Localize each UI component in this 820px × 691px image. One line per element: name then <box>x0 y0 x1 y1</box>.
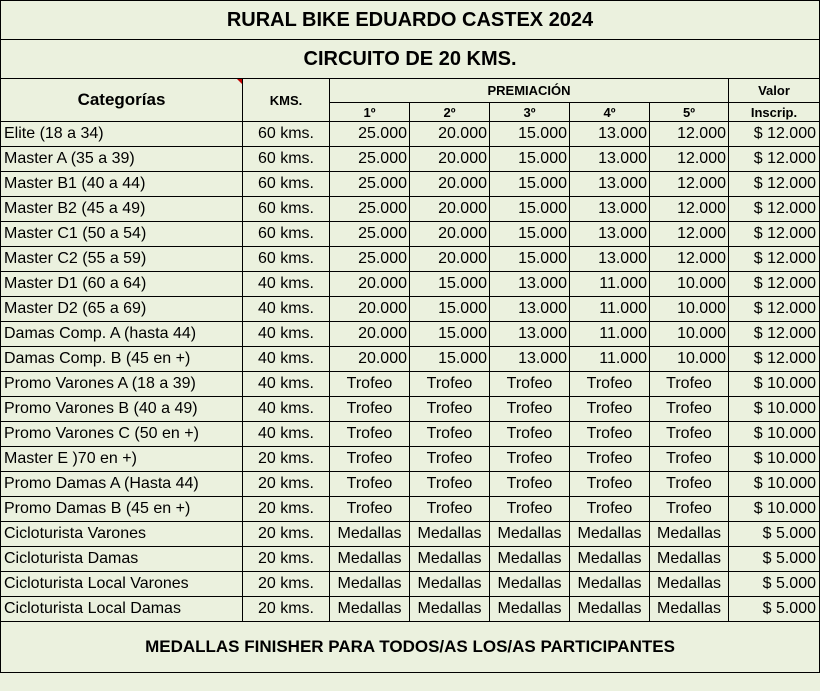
page-subtitle: CIRCUITO DE 20 KMS. <box>1 40 820 79</box>
distance-cell: 60 kms. <box>243 172 330 197</box>
category-cell: Damas Comp. B (45 en +) <box>1 347 243 372</box>
prize-cell-4: Medallas <box>570 547 650 572</box>
category-cell: Promo Damas B (45 en +) <box>1 497 243 522</box>
distance-cell: 40 kms. <box>243 272 330 297</box>
distance-cell: 20 kms. <box>243 572 330 597</box>
fee-cell: $ 12.000 <box>729 297 820 322</box>
distance-cell: 20 kms. <box>243 597 330 622</box>
prize-cell-5: 10.000 <box>650 272 729 297</box>
prize-cell-2: Trofeo <box>410 497 490 522</box>
table-row <box>1 122 820 147</box>
prize-cell-2: 20.000 <box>410 122 490 147</box>
table-row <box>1 347 820 372</box>
prize-cell-3: 13.000 <box>490 322 570 347</box>
header-valor: Valor <box>729 79 820 103</box>
table-row <box>1 272 820 297</box>
prize-cell-5: Medallas <box>650 547 729 572</box>
prize-cell-3: 13.000 <box>490 297 570 322</box>
prize-cell-1: 20.000 <box>330 272 410 297</box>
table-row <box>1 372 820 397</box>
fee-cell: $ 12.000 <box>729 147 820 172</box>
category-cell: Master C1 (50 a 54) <box>1 222 243 247</box>
prize-cell-3: 15.000 <box>490 147 570 172</box>
fee-cell: $ 12.000 <box>729 172 820 197</box>
distance-cell: 40 kms. <box>243 297 330 322</box>
prize-cell-1: Medallas <box>330 547 410 572</box>
category-cell: Promo Varones C (50 en +) <box>1 422 243 447</box>
prize-cell-5: 12.000 <box>650 197 729 222</box>
prize-cell-5: 10.000 <box>650 297 729 322</box>
prize-cell-1: Trofeo <box>330 422 410 447</box>
prize-cell-1: Medallas <box>330 572 410 597</box>
prize-cell-5: 10.000 <box>650 347 729 372</box>
prize-cell-4: 13.000 <box>570 122 650 147</box>
distance-cell: 20 kms. <box>243 497 330 522</box>
prize-cell-5: Medallas <box>650 522 729 547</box>
prize-cell-3: 13.000 <box>490 272 570 297</box>
prize-cell-3: Trofeo <box>490 422 570 447</box>
prize-cell-1: 25.000 <box>330 222 410 247</box>
prize-cell-5: 12.000 <box>650 222 729 247</box>
distance-cell: 60 kms. <box>243 222 330 247</box>
prize-cell-1: Trofeo <box>330 497 410 522</box>
fee-cell: $ 12.000 <box>729 222 820 247</box>
prize-cell-3: 15.000 <box>490 197 570 222</box>
prize-cell-3: 15.000 <box>490 122 570 147</box>
prize-cell-1: Trofeo <box>330 372 410 397</box>
fee-cell: $ 10.000 <box>729 372 820 397</box>
prize-cell-3: Medallas <box>490 547 570 572</box>
fee-cell: $ 5.000 <box>729 597 820 622</box>
table-row <box>1 172 820 197</box>
prize-cell-4: Medallas <box>570 522 650 547</box>
distance-cell: 60 kms. <box>243 147 330 172</box>
prize-cell-2: 15.000 <box>410 322 490 347</box>
distance-cell: 20 kms. <box>243 472 330 497</box>
prize-cell-3: 13.000 <box>490 347 570 372</box>
category-cell: Master D1 (60 a 64) <box>1 272 243 297</box>
prize-cell-3: Medallas <box>490 522 570 547</box>
prize-cell-5: 12.000 <box>650 147 729 172</box>
prize-cell-4: Medallas <box>570 597 650 622</box>
page-title: RURAL BIKE EDUARDO CASTEX 2024 <box>1 1 820 40</box>
prize-cell-2: 20.000 <box>410 197 490 222</box>
prize-cell-4: 13.000 <box>570 247 650 272</box>
prize-cell-5: Medallas <box>650 572 729 597</box>
distance-cell: 20 kms. <box>243 547 330 572</box>
table-row <box>1 447 820 472</box>
prize-cell-2: 15.000 <box>410 347 490 372</box>
prize-cell-3: Medallas <box>490 572 570 597</box>
prize-cell-5: Trofeo <box>650 497 729 522</box>
prize-cell-4: Trofeo <box>570 397 650 422</box>
table-row <box>1 322 820 347</box>
header-place-1: 1º <box>330 103 410 122</box>
prize-cell-4: Trofeo <box>570 422 650 447</box>
prize-cell-2: Trofeo <box>410 447 490 472</box>
prize-cell-5: Trofeo <box>650 472 729 497</box>
prize-cell-4: 11.000 <box>570 297 650 322</box>
table-row <box>1 297 820 322</box>
distance-cell: 40 kms. <box>243 422 330 447</box>
prize-cell-2: Medallas <box>410 522 490 547</box>
prize-cell-4: Trofeo <box>570 497 650 522</box>
prize-cell-1: 25.000 <box>330 247 410 272</box>
prize-cell-1: 20.000 <box>330 322 410 347</box>
distance-cell: 20 kms. <box>243 522 330 547</box>
category-cell: Cicloturista Local Damas <box>1 597 243 622</box>
fee-cell: $ 12.000 <box>729 247 820 272</box>
table-row <box>1 422 820 447</box>
table-row <box>1 472 820 497</box>
prize-cell-1: 25.000 <box>330 172 410 197</box>
prize-cell-1: Trofeo <box>330 397 410 422</box>
fee-cell: $ 12.000 <box>729 272 820 297</box>
prize-cell-4: Trofeo <box>570 372 650 397</box>
category-cell: Cicloturista Local Varones <box>1 572 243 597</box>
prize-cell-1: Trofeo <box>330 472 410 497</box>
category-cell: Master C2 (55 a 59) <box>1 247 243 272</box>
fee-cell: $ 5.000 <box>729 572 820 597</box>
prize-cell-2: Medallas <box>410 547 490 572</box>
header-place-3: 3º <box>490 103 570 122</box>
footer-note: MEDALLAS FINISHER PARA TODOS/AS LOS/AS PARTICIPANTES <box>1 622 820 673</box>
prize-cell-5: 12.000 <box>650 172 729 197</box>
header-inscrip: Inscrip. <box>729 103 820 122</box>
prize-cell-4: 11.000 <box>570 347 650 372</box>
category-cell: Master A (35 a 39) <box>1 147 243 172</box>
prize-cell-4: Medallas <box>570 572 650 597</box>
table-row <box>1 497 820 522</box>
fee-cell: $ 10.000 <box>729 472 820 497</box>
distance-cell: 60 kms. <box>243 197 330 222</box>
distance-cell: 40 kms. <box>243 372 330 397</box>
fee-cell: $ 5.000 <box>729 547 820 572</box>
prize-cell-3: Trofeo <box>490 397 570 422</box>
prize-cell-2: Medallas <box>410 597 490 622</box>
prize-cell-5: Trofeo <box>650 397 729 422</box>
prize-cell-3: 15.000 <box>490 172 570 197</box>
header-categorias: Categorías <box>1 79 243 122</box>
distance-cell: 40 kms. <box>243 347 330 372</box>
fee-cell: $ 12.000 <box>729 122 820 147</box>
prize-cell-2: Medallas <box>410 572 490 597</box>
category-cell: Damas Comp. A (hasta 44) <box>1 322 243 347</box>
prize-cell-3: 15.000 <box>490 222 570 247</box>
category-cell: Promo Varones A (18 a 39) <box>1 372 243 397</box>
category-cell: Master B2 (45 a 49) <box>1 197 243 222</box>
distance-cell: 40 kms. <box>243 397 330 422</box>
category-cell: Promo Varones B (40 a 49) <box>1 397 243 422</box>
prize-cell-2: Trofeo <box>410 422 490 447</box>
prize-cell-4: Trofeo <box>570 447 650 472</box>
distance-cell: 40 kms. <box>243 322 330 347</box>
prize-cell-5: Trofeo <box>650 372 729 397</box>
prize-cell-2: Trofeo <box>410 372 490 397</box>
prize-cell-5: Medallas <box>650 597 729 622</box>
prize-cell-1: Medallas <box>330 522 410 547</box>
prize-cell-3: Trofeo <box>490 372 570 397</box>
header-place-4: 4º <box>570 103 650 122</box>
category-cell: Cicloturista Damas <box>1 547 243 572</box>
distance-cell: 20 kms. <box>243 447 330 472</box>
prize-cell-2: 15.000 <box>410 272 490 297</box>
prize-cell-1: 25.000 <box>330 197 410 222</box>
fee-cell: $ 10.000 <box>729 497 820 522</box>
table-row <box>1 247 820 272</box>
table-row <box>1 572 820 597</box>
prize-cell-4: 11.000 <box>570 322 650 347</box>
category-cell: Master E )70 en +) <box>1 447 243 472</box>
prize-cell-5: Trofeo <box>650 447 729 472</box>
fee-cell: $ 10.000 <box>729 422 820 447</box>
prize-cell-1: 20.000 <box>330 347 410 372</box>
prize-cell-1: Medallas <box>330 597 410 622</box>
prize-cell-3: Trofeo <box>490 447 570 472</box>
prize-cell-4: 13.000 <box>570 172 650 197</box>
category-cell: Master D2 (65 a 69) <box>1 297 243 322</box>
fee-cell: $ 12.000 <box>729 347 820 372</box>
prize-cell-3: Trofeo <box>490 497 570 522</box>
prize-cell-2: Trofeo <box>410 397 490 422</box>
prize-cell-1: 20.000 <box>330 297 410 322</box>
prize-cell-2: Trofeo <box>410 472 490 497</box>
prize-cell-1: Trofeo <box>330 447 410 472</box>
table-row <box>1 147 820 172</box>
distance-cell: 60 kms. <box>243 122 330 147</box>
prize-cell-4: 13.000 <box>570 222 650 247</box>
fee-cell: $ 10.000 <box>729 447 820 472</box>
table-row <box>1 522 820 547</box>
category-cell: Cicloturista Varones <box>1 522 243 547</box>
prize-cell-2: 20.000 <box>410 222 490 247</box>
prize-cell-2: 20.000 <box>410 172 490 197</box>
prize-cell-4: 13.000 <box>570 147 650 172</box>
prize-cell-1: 25.000 <box>330 147 410 172</box>
table-row <box>1 547 820 572</box>
table-row <box>1 197 820 222</box>
prize-cell-5: 10.000 <box>650 322 729 347</box>
prize-cell-5: Trofeo <box>650 422 729 447</box>
prize-cell-5: 12.000 <box>650 247 729 272</box>
prize-cell-4: 13.000 <box>570 197 650 222</box>
table-row <box>1 597 820 622</box>
category-cell: Promo Damas A (Hasta 44) <box>1 472 243 497</box>
prize-cell-3: Medallas <box>490 597 570 622</box>
prize-cell-3: 15.000 <box>490 247 570 272</box>
header-premiacion: PREMIACIÓN <box>330 79 729 103</box>
prize-cell-4: Trofeo <box>570 472 650 497</box>
category-cell: Elite (18 a 34) <box>1 122 243 147</box>
category-cell: Master B1 (40 a 44) <box>1 172 243 197</box>
table-row <box>1 397 820 422</box>
prize-cell-2: 15.000 <box>410 297 490 322</box>
prize-cell-4: 11.000 <box>570 272 650 297</box>
fee-cell: $ 12.000 <box>729 197 820 222</box>
prize-cell-3: Trofeo <box>490 472 570 497</box>
fee-cell: $ 5.000 <box>729 522 820 547</box>
header-place-2: 2º <box>410 103 490 122</box>
prize-cell-5: 12.000 <box>650 122 729 147</box>
distance-cell: 60 kms. <box>243 247 330 272</box>
prize-cell-2: 20.000 <box>410 247 490 272</box>
prize-cell-2: 20.000 <box>410 147 490 172</box>
header-kms: KMS. <box>243 79 330 122</box>
table-row <box>1 222 820 247</box>
fee-cell: $ 10.000 <box>729 397 820 422</box>
fee-cell: $ 12.000 <box>729 322 820 347</box>
prize-cell-1: 25.000 <box>330 122 410 147</box>
header-place-5: 5º <box>650 103 729 122</box>
